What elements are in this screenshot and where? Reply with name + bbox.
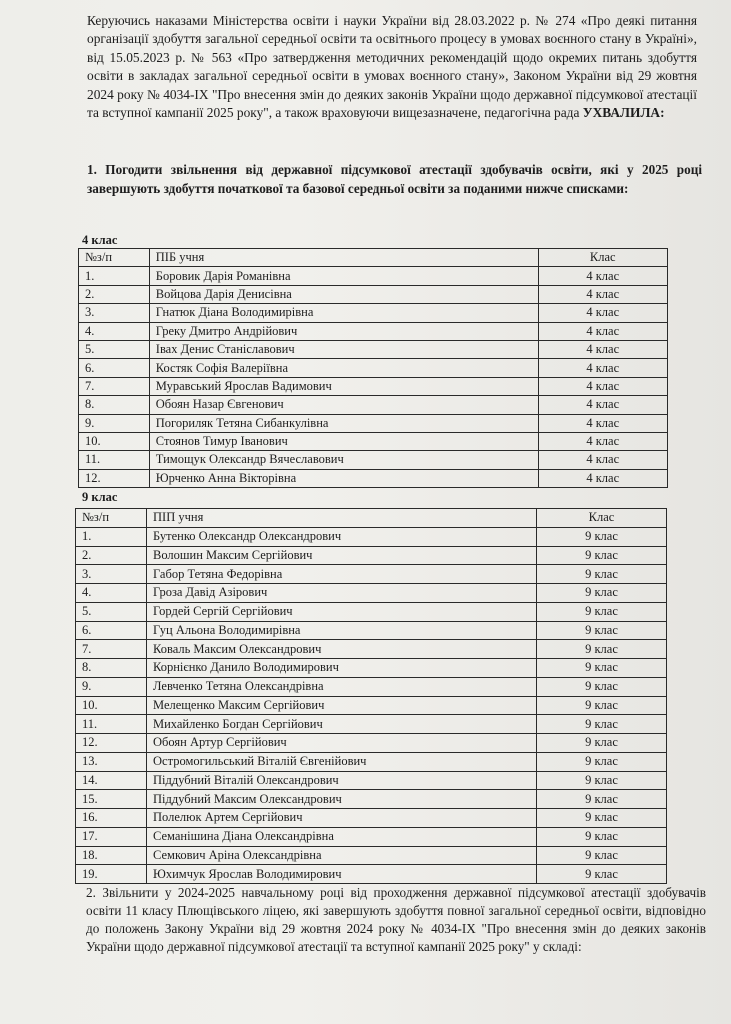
row-number: 16. xyxy=(76,809,147,828)
row-number: 14. xyxy=(76,771,147,790)
row-number: 17. xyxy=(76,827,147,846)
student-name: Коваль Максим Олександрович xyxy=(147,640,537,659)
row-number: 4. xyxy=(79,322,150,340)
student-name: Погориляк Тетяна Сибанкулівна xyxy=(149,414,538,432)
student-name: Полелюк Артем Сергійович xyxy=(147,809,537,828)
student-name: Мелещенко Максим Сергійович xyxy=(147,696,537,715)
row-number: 1. xyxy=(79,267,150,285)
table-row xyxy=(76,809,667,828)
row-number: 8. xyxy=(79,396,150,414)
row-number: 9. xyxy=(79,414,150,432)
table-row xyxy=(79,304,668,322)
row-number: 15. xyxy=(76,790,147,809)
student-class: 4 клас xyxy=(538,377,667,395)
student-name: Муравський Ярослав Вадимович xyxy=(149,377,538,395)
student-class: 9 клас xyxy=(537,771,667,790)
header-name: ПІБ учня xyxy=(149,249,538,267)
student-class: 4 клас xyxy=(538,267,667,285)
table-row xyxy=(76,771,667,790)
student-name: Семанішина Діана Олександрівна xyxy=(147,827,537,846)
student-class: 4 клас xyxy=(538,414,667,432)
table-row xyxy=(79,267,668,285)
table-row xyxy=(76,565,667,584)
student-name: Остромогильський Віталій Євгенійович xyxy=(147,752,537,771)
intro-paragraph xyxy=(87,12,697,122)
row-number: 3. xyxy=(79,304,150,322)
student-class: 9 клас xyxy=(537,696,667,715)
student-class: 9 клас xyxy=(537,677,667,696)
student-name: Габор Тетяна Федорівна xyxy=(147,565,537,584)
grade4-table xyxy=(78,248,668,488)
student-name: Бутенко Олександр Олександрович xyxy=(147,527,537,546)
student-name: Боровик Дарія Романівна xyxy=(149,267,538,285)
student-class: 9 клас xyxy=(537,527,667,546)
table-row xyxy=(76,865,667,884)
student-class: 9 клас xyxy=(537,734,667,753)
grade9-label: 9 клас xyxy=(82,490,118,504)
student-name: Івах Денис Станіславович xyxy=(149,340,538,358)
row-number: 13. xyxy=(76,752,147,771)
table-header-row xyxy=(76,509,667,528)
student-name: Гнатюк Діана Володимирівна xyxy=(149,304,538,322)
point-2-paragraph: 2. Звільнити у 2024-2025 навчальному році від проходження державної підсумкової атестації здобувачів освіти 11 класу Плющівського ліцею, які завершують здобуття повної загальної середньої освіти, відповідно до положень Закону України від 29 жовтня 2024 року № 4034-IX "Про внесення змін до деяких законів України щодо державної підсумкової атестації та вступної кампанії 2025 року" у складі: xyxy=(86,885,706,954)
student-class: 9 клас xyxy=(537,865,667,884)
row-number: 11. xyxy=(76,715,147,734)
table-row xyxy=(79,469,668,487)
student-name: Левченко Тетяна Олександрівна xyxy=(147,677,537,696)
table-row xyxy=(76,827,667,846)
student-name: Піддубний Максим Олександрович xyxy=(147,790,537,809)
table-row xyxy=(79,451,668,469)
row-number: 18. xyxy=(76,846,147,865)
table-row xyxy=(76,677,667,696)
student-name: Греку Дмитро Андрійович xyxy=(149,322,538,340)
student-name: Корнієнко Данило Володимирович xyxy=(147,659,537,678)
table-row xyxy=(76,715,667,734)
row-number: 12. xyxy=(76,734,147,753)
table-row xyxy=(76,696,667,715)
row-number: 12. xyxy=(79,469,150,487)
student-class: 9 клас xyxy=(537,546,667,565)
row-number: 2. xyxy=(79,285,150,303)
student-class: 9 клас xyxy=(537,846,667,865)
row-number: 7. xyxy=(79,377,150,395)
student-class: 9 клас xyxy=(537,584,667,603)
header-class: Клас xyxy=(537,509,667,528)
table-row xyxy=(79,414,668,432)
row-number: 1. xyxy=(76,527,147,546)
row-number: 4. xyxy=(76,584,147,603)
table-row xyxy=(76,640,667,659)
row-number: 11. xyxy=(79,451,150,469)
student-class: 4 клас xyxy=(538,285,667,303)
intro-text: Керуючись наказами Міністерства освіти і науки України від 28.03.2022 р. № 274 «Про деякі питання організації здобуття загальної середньої освіти та освітнього процесу в умовах воєнного стану в Україні», від 15.05.2023 р. № 563 «Про затвердження методичних рекомендацій щодо окремих питань здобуття освіти в закладах загальної середньої освіти в умовах воєнного стану», Законом України від 29 жовтня 2024 року № 4034-IX "Про внесення змін до деяких законів України щодо державної підсумкової атестації та вступної кампанії 2025 року", а також враховуючи вищезазначене, педагогічна рада xyxy=(87,13,697,121)
row-number: 9. xyxy=(76,677,147,696)
header-class: Клас xyxy=(538,249,667,267)
student-class: 9 клас xyxy=(537,715,667,734)
student-class: 4 клас xyxy=(538,396,667,414)
table-row xyxy=(76,527,667,546)
table-row xyxy=(76,621,667,640)
student-name: Обоян Артур Сергійович xyxy=(147,734,537,753)
student-name: Обоян Назар Євгенович xyxy=(149,396,538,414)
row-number: 19. xyxy=(76,865,147,884)
header-num: №з/п xyxy=(76,509,147,528)
student-name: Гуц Альона Володимирівна xyxy=(147,621,537,640)
table-row xyxy=(79,432,668,450)
grade9-table xyxy=(75,508,667,884)
row-number: 6. xyxy=(79,359,150,377)
student-class: 9 клас xyxy=(537,827,667,846)
student-name: Войцова Дарія Денисівна xyxy=(149,285,538,303)
table-row xyxy=(79,340,668,358)
table-row xyxy=(79,359,668,377)
student-class: 9 клас xyxy=(537,565,667,584)
student-name: Семкович Аріна Олександрівна xyxy=(147,846,537,865)
student-class: 4 клас xyxy=(538,359,667,377)
table-header-row xyxy=(79,249,668,267)
student-class: 4 клас xyxy=(538,340,667,358)
table-row xyxy=(76,734,667,753)
student-class: 9 клас xyxy=(537,659,667,678)
row-number: 5. xyxy=(79,340,150,358)
student-name: Гордей Сергій Сергійович xyxy=(147,602,537,621)
student-class: 4 клас xyxy=(538,322,667,340)
row-number: 8. xyxy=(76,659,147,678)
student-name: Костяк Софія Валеріївна xyxy=(149,359,538,377)
table-row xyxy=(76,752,667,771)
student-class: 9 клас xyxy=(537,640,667,659)
student-name: Юхимчук Ярослав Володимирович xyxy=(147,865,537,884)
student-class: 4 клас xyxy=(538,469,667,487)
row-number: 7. xyxy=(76,640,147,659)
table-row xyxy=(76,790,667,809)
student-class: 9 клас xyxy=(537,621,667,640)
row-number: 2. xyxy=(76,546,147,565)
row-number: 10. xyxy=(76,696,147,715)
student-class: 9 клас xyxy=(537,752,667,771)
table-row xyxy=(76,546,667,565)
student-class: 9 клас xyxy=(537,809,667,828)
row-number: 5. xyxy=(76,602,147,621)
table-row xyxy=(79,396,668,414)
resolved-word: УХВАЛИЛА: xyxy=(582,105,665,121)
table-row xyxy=(76,584,667,603)
student-name: Тимощук Олександр Вячеславович xyxy=(149,451,538,469)
table-row xyxy=(79,377,668,395)
row-number: 6. xyxy=(76,621,147,640)
student-class: 9 клас xyxy=(537,790,667,809)
student-name: Михайленко Богдан Сергійович xyxy=(147,715,537,734)
student-name: Гроза Давід Азірович xyxy=(147,584,537,603)
student-class: 4 клас xyxy=(538,451,667,469)
table-row xyxy=(79,322,668,340)
student-class: 4 клас xyxy=(538,304,667,322)
student-name: Піддубний Віталій Олександрович xyxy=(147,771,537,790)
table-row xyxy=(76,602,667,621)
student-class: 4 клас xyxy=(538,432,667,450)
table-row xyxy=(76,659,667,678)
student-name: Стоянов Тимур Іванович xyxy=(149,432,538,450)
row-number: 3. xyxy=(76,565,147,584)
header-name: ПІП учня xyxy=(147,509,537,528)
row-number: 10. xyxy=(79,432,150,450)
table-row xyxy=(79,285,668,303)
student-name: Юрченко Анна Вікторівна xyxy=(149,469,538,487)
table-row xyxy=(76,846,667,865)
student-class: 9 клас xyxy=(537,602,667,621)
student-name: Волошин Максим Сергійович xyxy=(147,546,537,565)
grade4-label: 4 клас xyxy=(82,233,118,247)
point-1-heading: 1. Погодити звільнення від державної підсумкової атестації здобувачів освіти, які у 2025 році завершують здобуття початкової та базової середньої освіти за поданими нижче списками: xyxy=(87,162,702,196)
header-num: №з/п xyxy=(79,249,150,267)
